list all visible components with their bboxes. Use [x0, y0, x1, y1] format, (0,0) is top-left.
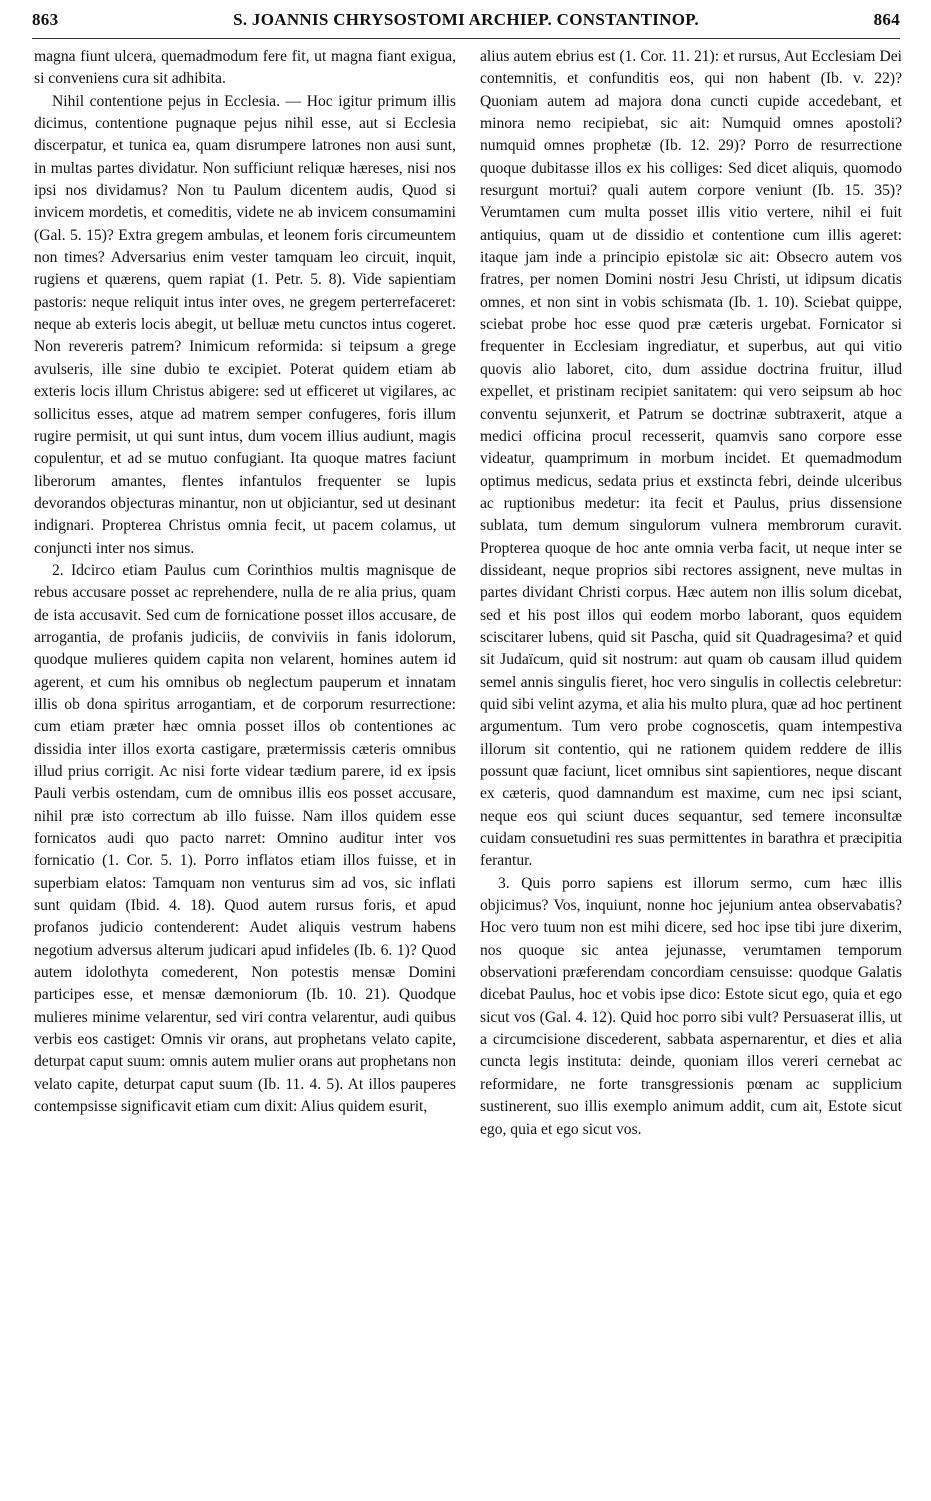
paragraph: 3. Quis porro sapiens est illorum sermo, cum hæc illis objicimus? Vos, inquiunt, nonne hoc jejunium antea observabatis? Hoc vero tuum non est mihi dicere, sed hoc ipse tibi jure dixerim, nos quoque sic antea jejunasse, verumtamen temporum observationi præferendam concordiam censuisse: quodque Galatis dicebat Paulus, hoc et vobis ipse dico: Estote sicut ego, quia et ego sicut vos (Gal. 4. 12). Quid hoc porro sibi vult? Persuaserat illis, ut a circumcisione discederent, sabbata aspernarentur, et dies et alia cuncta legis instituta: deinde, quoniam illos vereri cernebat ac reformidare, ne forte transgressionis pœnam ac supplicium sustinerent, suo illis exemplo animum addit, cum ait, Estote sicut ego, quia et ego sicut vos.	[480, 874, 902, 1138]
right-page-number: 864	[873, 10, 900, 29]
header-rule	[32, 38, 900, 39]
paragraph: 2. Idcirco etiam Paulus cum Corinthios multis magnisque de rebus accusare posset ac reprehendere, nulla de re alia prius, quam de ista accusavit. Sed cum de fornicatione posset illos accusare, de arrogantia, de profanis judiciis, de conviviis in fanis idolorum, quodque mulieres quidem capita non velarent, homines autem id agerent, et cum his omnibus ob neglectum pauperum et innatam illis ob dona spiritus arrogantiam, et de corporum resurrectione: cum etiam præter hæc omnia posset illos ob contentiones ac dissidia inter illos exorta castigare, prætermissis cæteris omnibus illud prius corrigit. Ac nisi forte videar tædium parere, id ex ipsis Pauli verbis ostendam, cum de omnibus illis eos posset accusare, nihil præ isto correctum ab illo fuisse. Nam illos quidem esse fornicatos audi quo pacto narret: Omnino auditur inter vos fornicatio (1. Cor. 5. 1). Porro inflatos etiam illos fuisse, et in superbiam elatos: Tamquam non venturus sim ad vos, sic inflati sunt quidam (Ibid. 4. 18). Quod autem rursus foris, et apud profanos judicio contenderent: Audet aliquis vestrum habens negotium adversus alterum judicari apud infideles (Ib. 6. 1)? Quod autem idolothyta comederent, Non potestis mensæ Domini participes esse, et mensæ dæmoniorum (Ib. 10. 21). Quodque mulieres minime velarentur, sed viri contra velarentur, audi quibus verbis eos castiget: Omnis vir orans, aut prophetans velato capite, deturpat caput suum: omnis autem mulier orans aut prophetans non velato capite, deturpat caput suum (Ib. 11. 4. 5). At illos pauperes contempsisse significavit etiam cum dixit: Alius quidem esurit,	[34, 561, 456, 1116]
left-column	[34, 46, 456, 1119]
right-column	[480, 46, 902, 1141]
running-title: S. JOANNIS CHRYSOSTOMI ARCHIEP. CONSTANTINOP.	[233, 10, 699, 29]
paragraph: alius autem ebrius est (1. Cor. 11. 21): et rursus, Aut Ecclesiam Dei contemnitis, et confunditis eos, qui non habent (Ib. v. 22)? Quoniam autem ad majora dona cuncti cupide accedebant, et minora nemo recipiebat, sic ait: Numquid omnes apostoli? numquid omnes prophetæ (Ib. 12. 29)? Porro de resurrectione quoque dubitasse illos ex his colliges: Sed dicet aliquis, quomodo resurgunt mortui? quali autem corpore veniunt (Ib. 15. 35)? Verumtamen cum multa posset illis vitio vertere, nihil ei fuit antiquius, quam ut de dissidio et contentione cum illis ageret: itaque jam inde a principio epistolæ sic ait: Obsecro autem vos fratres, per nomen Domini nostri Jesu Christi, ut idipsum dicatis omnes, et non sint in vobis schismata (Ib. 1. 10). Sciebat quippe, sciebat probe hoc esse quod præ cæteris urgebat. Fornicator si frequenter in Ecclesiam ingrediatur, et superbus, aut qui vitio quovis alio laboret, cito, dum assidue doctrina fruitur, illud expellet, et pristinam recipiet sanitatem: qui vero seipsum ab hoc conventu sejunxerit, et Patrum se doctrinæ subtraxerit, atque a medici officina procul recesserit, quamvis sano corpore esse videatur, quamprimum in morbum incidet. Et quemadmodum optimus medicus, sedata prius et exstincta febri, deinde ulceribus ac ruptionibus medetur: ita fecit et Paulus, prius dissensione sublata, tum demum singulorum vulnera membrorum curavit. Propterea quoque de hoc ante omnia verba facit, ut neque inter se dissideant, neque proprios sibi rectores assignent, neve multas in partes dividant Christi corpus. Hæc autem non illis solum dicebat, sed et his post illos qui eodem morbo laborant, quos equidem sciscitarer lubens, quid sit Pascha, quid sit Quadragesima? et quid sit Judaïcum, quid sit nostrum: aut quam ob causam illud quidem semel annis singulis fieret, hoc vero singulis in collectis celebretur: quid sibi velint azyma, et alia his multo plura, quæ ad hoc pertinent argumentum. Tum vero probe cognoscetis, quam intempestiva illorum sit contentio, qui ne rationem quidem reddere de illis possunt quæ faciunt, licet omnibus sint sapientiores, neque discant ex cæteris, quod damnandum est maxime, cum nec ipsi sciant, neque eos qui sciunt duces sequantur, sed temere inconsultæ cuidam consuetudini res suas permittentes in barathra et præcipitia ferantur.	[480, 48, 902, 870]
left-page-number: 863	[32, 10, 59, 29]
paragraph: magna fiunt ulcera, quemadmodum fere fit, ut magna fiant exigua, si conveniens cura sit adhibita.	[34, 48, 456, 88]
paragraph: Nihil contentione pejus in Ecclesia. — Hoc igitur primum illis dicimus, contentione pugnaque pejus nihil esse, aut si Ecclesia discerpatur, et tunica ea, quam disrumpere latrones non ausi sunt, in multas partes dividatur. Non sufficiunt reliquæ hæreses, nisi nos ipsi nos dividamus? Non tu Paulum dicentem audis, Quod si invicem mordetis, et comeditis, videte ne ab invicem consumamini (Gal. 5. 15)? Extra gregem ambulas, et leonem foris circumeuntem non times? Adversarius enim vester tamquam leo circuit, inquit, rugiens et quærens, quem rapiat (1. Petr. 5. 8). Vide sapientiam pastoris: neque reliquit intus inter oves, ne gregem perterrefaceret: neque ab exteris locis abegit, ut belluæ metu cunctos intus cogeret. Non revereris patrem? Inimicum reformida: si teipsum a grege avulseris, ille sine dubio te excipiet. Poterat quidem etiam ab exteris locis illum Christus abigere: sed ut efficeret ut vigilares, ac sollicitus esses, atque ad matrem semper confugeres, foris illum rugire permisit, ut qui sunt intus, dum vocem illius audiunt, magis copulentur, et ad se mutuo confugiant. Ita quoque matres faciunt liberorum amantes, flentes infantulos frequenter se lupis devorandos objecturas minantur, non ut objiciantur, sed ut desinant indignari. Propterea Christus omnia fecit, ut pacem colamus, ut conjuncti inter nos simus.	[34, 92, 456, 557]
running-header	[32, 6, 900, 34]
